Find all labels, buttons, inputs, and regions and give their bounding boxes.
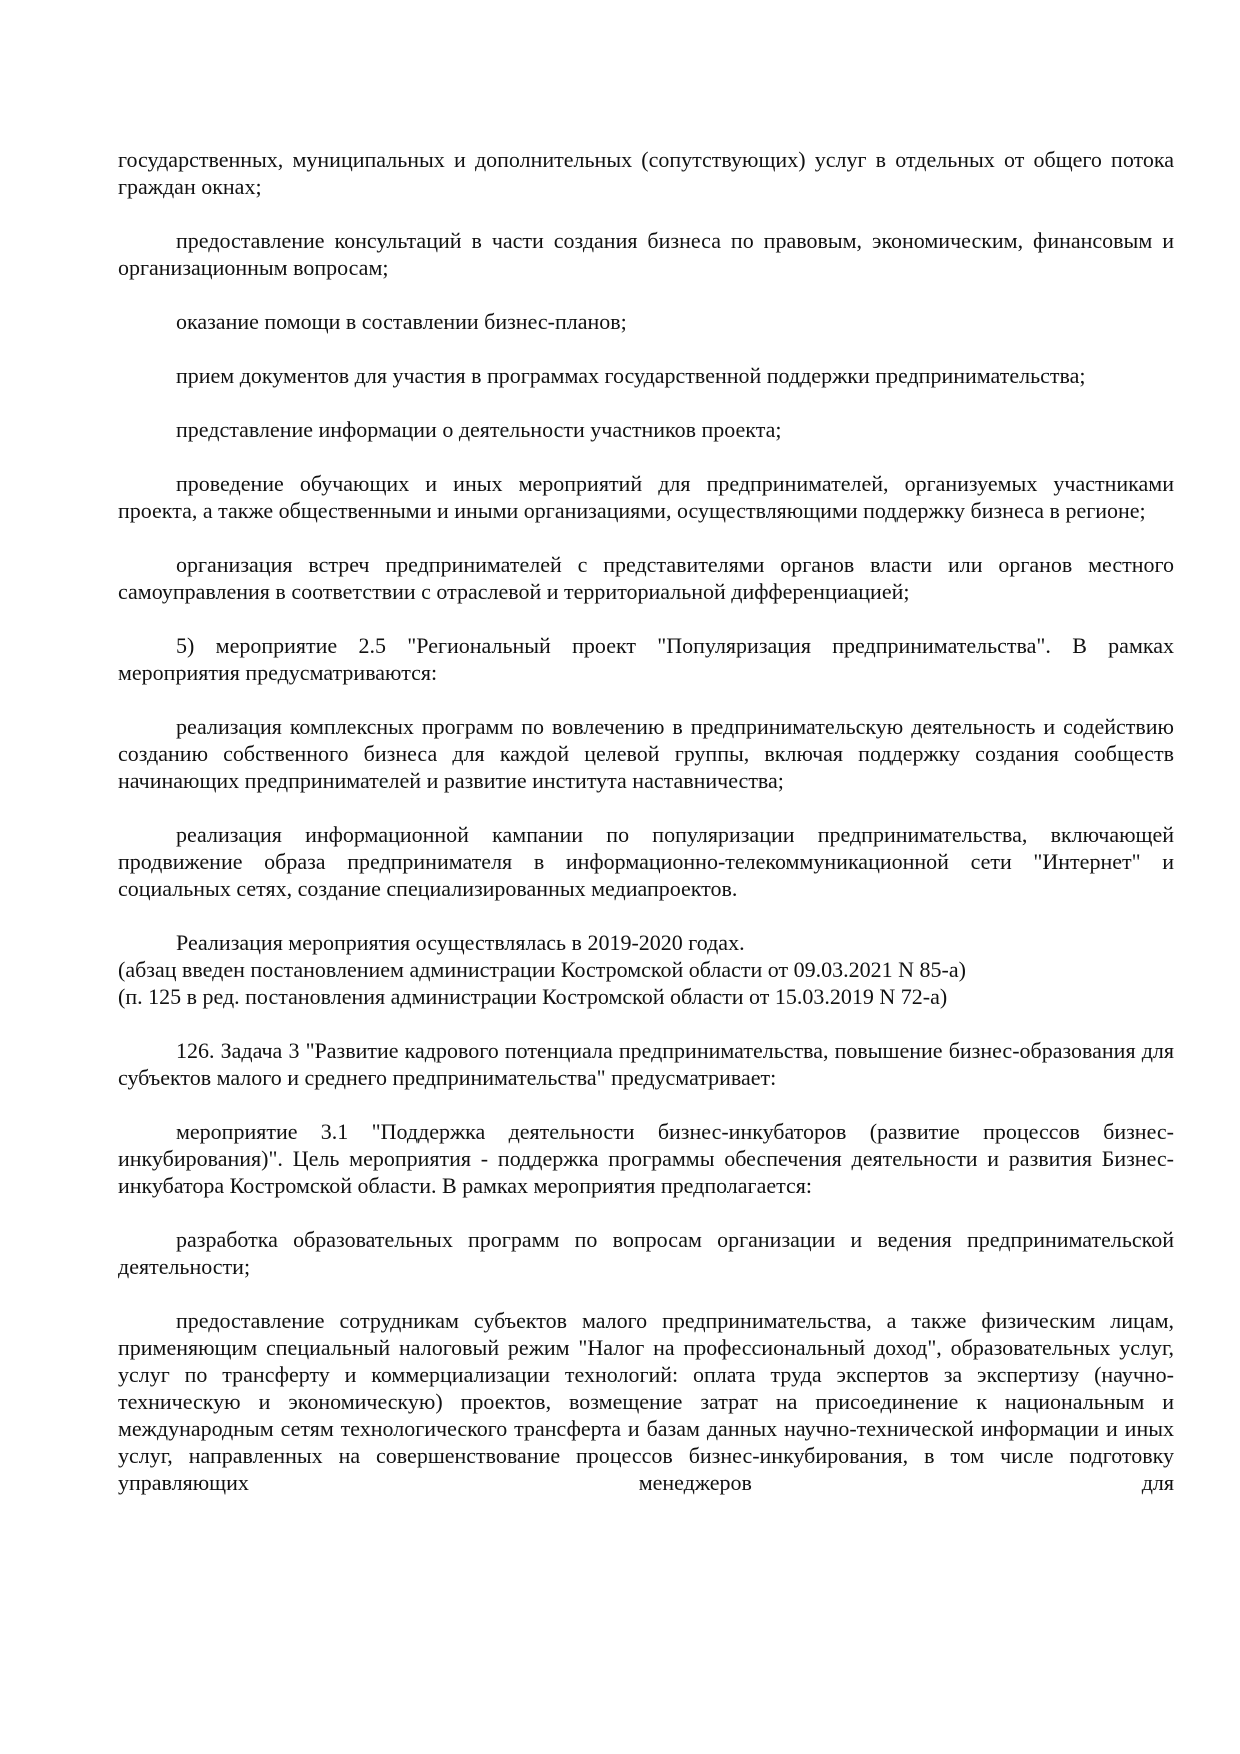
- paragraph-document-intake: прием документов для участия в программах государственной поддержки предпринимательства;: [176, 363, 1086, 388]
- paragraph-participant-info: представление информации о деятельности участников проекта;: [176, 417, 782, 442]
- document-body: [118, 146, 1174, 1496]
- paragraph-business-plans: оказание помощи в составлении бизнес-планов;: [176, 309, 627, 334]
- paragraph-continuation: государственных, муниципальных и дополнительных (сопутствующих) услуг в отдельных от общего потока граждан окнах;: [118, 147, 1174, 199]
- paragraph-info-campaign: реализация информационной кампании по популяризации предпринимательства, включающей продвижение образа предпринимателя в информационно-телекоммуникационной сети "Интернет" и социальных сетях, создание специализированных медиапроектов.: [118, 822, 1174, 901]
- paragraph-implementation-period: Реализация мероприятия осуществлялась в 2019-2020 годах.: [176, 930, 745, 955]
- paragraph-meetings: организация встреч предпринимателей с представителями органов власти или органов местного самоуправления в соответствии с отраслевой и территориальной дифференциацией;: [118, 552, 1174, 604]
- paragraph-complex-programs: реализация комплексных программ по вовлечению в предпринимательскую деятельность и содействию созданию собственного бизнеса для каждой целевой группы, включая поддержку создания сообществ начинающих предпринимателей и развитие института наставничества;: [118, 714, 1174, 793]
- paragraph-task-3: 126. Задача 3 "Развитие кадрового потенциала предпринимательства, повышение бизнес-образования для субъектов малого и среднего предпринимательства" предусматривает:: [118, 1038, 1174, 1090]
- paragraph-training-events: проведение обучающих и иных мероприятий для предпринимателей, организуемых участниками проекта, а также общественными и иными организациями, осуществляющими поддержку бизнеса в регионе;: [118, 471, 1174, 523]
- amendment-note-2019: (п. 125 в ред. постановления администрации Костромской области от 15.03.2019 N 72-а): [118, 984, 948, 1009]
- paragraph-measure-2-5: 5) мероприятие 2.5 "Региональный проект "Популяризация предпринимательства". В рамках мероприятия предусматриваются:: [118, 633, 1174, 685]
- paragraph-consultations: предоставление консультаций в части создания бизнеса по правовым, экономическим, финансовым и организационным вопросам;: [118, 228, 1174, 280]
- amendment-note-2021: (абзац введен постановлением администрации Костромской области от 09.03.2021 N 85-а): [118, 957, 966, 982]
- paragraph-measure-3-1: мероприятие 3.1 "Поддержка деятельности бизнес-инкубаторов (развитие процессов бизнес-инкубирования)". Цель мероприятия - поддержка программы обеспечения деятельности и развития Бизнес-инкубатора Костромской области. В рамках мероприятия предполагается:: [118, 1119, 1174, 1198]
- paragraph-services-provision: предоставление сотрудникам субъектов малого предпринимательства, а также физическим лицам, применяющим специальный налоговый режим "Налог на профессиональный доход", образовательных услуг, услуг по трансферту и коммерциализации технологий: оплата труда экспертов за экспертизу (научно-техническую и экономическую) проектов, возмещение затрат на присоединение к национальным и международным сетям технологического трансферта и базам данных научно-технической информации и иных услуг, направленных на совершенствование процессов бизнес-инкубирования, в том числе подготовку управляющих менеджеров для: [118, 1308, 1174, 1495]
- paragraph-educational-programs: разработка образовательных программ по вопросам организации и ведения предпринимательской деятельности;: [118, 1227, 1174, 1279]
